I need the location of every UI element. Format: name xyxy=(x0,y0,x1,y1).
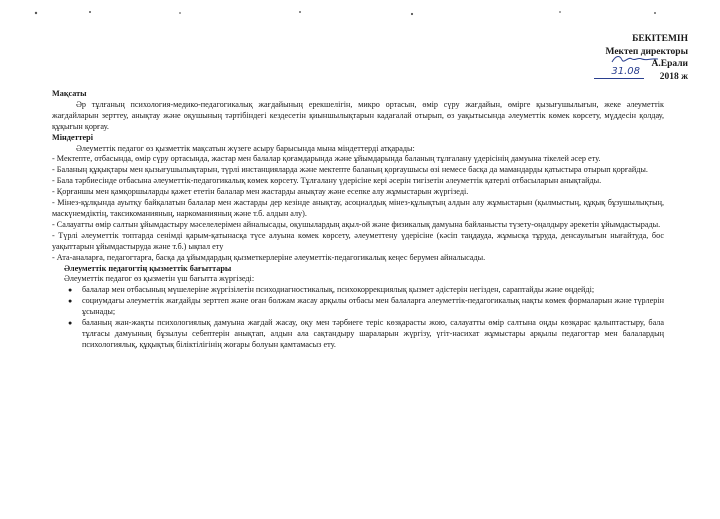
task-item: - Ата-аналарға, педагогтарға, басқа да ұйымдардың қызметкерлеріне әлеуметтік-педагогикалық кеңес берумен айналысады. xyxy=(52,252,486,262)
approval-position: Мектеп директоры xyxy=(605,46,688,57)
directions-heading: Әлеуметтік педагогтің қызметтік бағыттары xyxy=(64,263,232,273)
goal-text: Әр тұлғаның психология-медико-педагогикалық жағдайының ерекшелігін, микро ортасын, өмір сүру жағдайын, өмірге қызығушылығын, жеке әлеуметтік жағдайларын зерттеу, анықтау және оқушының тәртібіндегі кездесетін қиыншылықтарын кадағалай отырып, өз уақытысында әлеуметтік көмек көрсету, мүддесін қолдау, құқығын қорғау. xyxy=(52,99,664,131)
directions-list xyxy=(52,285,664,350)
handwritten-date: 31.08 xyxy=(611,66,640,77)
direction-item: ● социумдағы әлеуметтік жағдайды зерттеп және оған болжам жасау арқылы отбасы мен балаларға әлеуметтік-педагогикалық нақты көмек формаларын және түрлерін ұсынады; xyxy=(82,296,664,318)
task-item: - Түрлі әлеуметтік топтарда сенімді қарым-қатынасқа түсе алуына көмек көрсету, әлеуметтену үдерісіне (кәсіп таңдауда, жұмысқа тұруда, денсаулығын нығайтуда, бос уақыттарын ұйымдастыруда және т.б.) ықпал ету xyxy=(52,230,664,251)
task-item: - Салауатты өмір салтын ұйымдастыру мәселелерімен айналысады, оқушылардың ақыл-ой және физикалық дамуына байланысты түзету-оңалдыру әрекетін ұйымдастырады. xyxy=(52,219,661,229)
task-item: - Баланың құқықтары мен қызығушылықтарын, түрлі инстанцияларда және мектепте баланың қорғаушысы өзі немесе басқа да мамандарды қатыстыра отырып қорғайды. xyxy=(52,165,648,175)
direction-item: ● балалар мен отбасының мүшелеріне жүргізілетін психодиагностикалық, психокоррекциялық қызмет әдістерін негізден, сараптайды және өңдейді; xyxy=(82,285,664,296)
task-item: - Бала тәрбиесінде отбасына әлеуметтік-педагогикалық көмек көрсету. Тұлғалану үдерісіне кері әсерін тигізетін әлеуметтік қатерлі отбасыларын анықтайды. xyxy=(52,176,602,186)
tasks-heading: Міндеттері xyxy=(52,132,94,142)
date-underline xyxy=(594,78,644,79)
approval-title: БЕКІТЕМІН xyxy=(632,34,688,44)
scan-specks xyxy=(0,0,720,20)
task-item: - Мектепте, отбасында, өмір сүру ортасында, жастар мен балалар қоғамдарында және ұйымдарында баланың тұлғалану үдерісінің дамуына тікелей әсер ету. xyxy=(52,154,601,164)
directions-intro: Әлеуметтік педагог өз қызметін үш бағытта жүргізеді: xyxy=(64,274,255,284)
tasks-intro: Әлеуметтік педагог өз қызметтік мақсатын жүзеге асыру барысында мына міндеттерді атқарады: xyxy=(76,143,415,153)
goal-heading: Мақсаты xyxy=(52,89,87,98)
task-item: - Қорғаншы мен қамқоршыларды қажет ететін балалар мен жастарды анықтау және есепке алу жұмыстарын жүргізеді. xyxy=(52,187,469,197)
task-item: - Мінез-құлқында ауытқу байқалатын балалар мен жастарды дер кезінде анықтау, асоциалдық мінез-құлықтың алдын алу жұмыстарын (қылмыстың, құқық бұзушылықтың, маскүнемдіктің, таксикоманияның, наркоманияның және т.б. алдын алу). xyxy=(52,198,664,218)
approval-year: 2018 ж xyxy=(659,71,688,82)
approval-name: А.Ерали xyxy=(651,59,688,69)
direction-item: ● баланың жан-жақты психологиялық дамуына жағдай жасау, оқу мен тәрбиеге теріс көзқарасты жою, салауатты өмір салтына оңды көзқарас қалыптастыру, бала тұлғасы дамуының бұзылуы себептерін анықтап, алдын ала сақтандыру шараларын жүргізу, үгіт-насихат жұмыстары арқылы педагогтар мен балалардың психологиялық, құқықтық біліктілігінің жоғары болуын қамтамасыз ету. xyxy=(82,318,664,351)
document-body xyxy=(52,89,664,351)
signature-image xyxy=(610,53,660,65)
